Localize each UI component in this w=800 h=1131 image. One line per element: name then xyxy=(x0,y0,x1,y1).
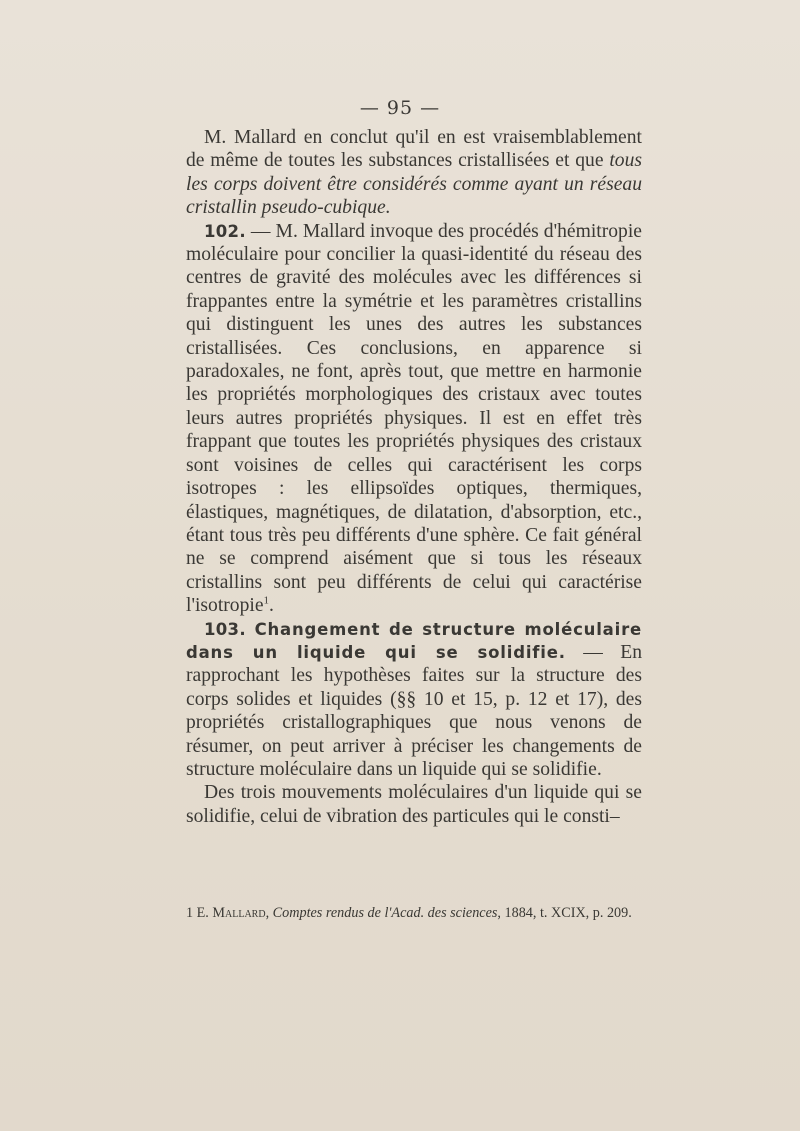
paragraph-2 xyxy=(186,220,642,618)
section-number-102: 102. xyxy=(204,221,246,241)
paragraph-1 xyxy=(186,126,642,220)
paragraph-2-end: . xyxy=(269,595,274,617)
page-number: — 95 — xyxy=(359,97,441,119)
paragraph-3-text: — En rapprochant les hypothèses faites sur la structure des corps solides et liquides (§§ 10 et 15, p. 12 et 17), des propriétés cristallographiques que nous venons de résumer, on peut arriver à préciser les changements de structure moléculaire dans un liquide qui se solidifie. xyxy=(186,641,643,780)
paragraph-1-italic: tous les corps doivent être considérés comme ayant un réseau cristallin pseudo-cubique. xyxy=(186,150,642,219)
paragraph-4-text: Des trois mouvements moléculaires d'un liquide qui se solidifie, celui de vibration des particules qui le consti– xyxy=(186,782,642,827)
footnote xyxy=(186,904,646,922)
footnote-title: Comptes rendus de l'Acad. des sciences xyxy=(272,905,498,921)
footnote-marker: 1 xyxy=(186,905,194,921)
paragraph-3 xyxy=(186,618,642,782)
footnote-author-initial: E. xyxy=(196,905,213,921)
section-heading: Changement de structure moléculaire dans un liquide qui se solidifie. xyxy=(186,619,642,662)
footnote-separator: , xyxy=(265,905,273,921)
footnote-author: Mallard xyxy=(212,905,266,921)
footnote-details: , 1884, t. XCIX, p. 209. xyxy=(497,905,632,921)
paragraph-4 xyxy=(186,781,642,828)
paragraph-2-text: — M. Mallard invoque des procédés d'hémitropie moléculaire pour concilier la quasi-identité du réseau des centres de gravité des molécules avec les différences si frappantes entre la symétrie et les paramètres cristallins qui distinguent les unes des autres les substances cristallisées. Ces conclusions, en apparence si paradoxales, ne font, après tout, que mettre en harmonie les propriétés morphologiques des cristaux avec toutes leurs autres propriétés physiques. Il est en effet très frappant que toutes les propriétés physiques des cristaux sont voisines de celles qui caractérisent les corps isotropes : les ellipsoïdes optiques, thermiques, élastiques, magnétiques, de dilatation, d'absorption, etc., étant tous très peu différents d'une sphère. Ce fait général ne se comprend aisément que si tous les réseaux cristallins sont peu différents de celui qui caractérise l'isotropie xyxy=(186,220,642,617)
footnote-ref: 1 xyxy=(263,594,270,607)
paragraph-1-text: M. Mallard en conclut qu'il en est vraisemblablement de même de toutes les substances cristallisées et que xyxy=(186,127,642,172)
section-number-103: 103. xyxy=(204,619,246,639)
body-text xyxy=(186,126,642,828)
